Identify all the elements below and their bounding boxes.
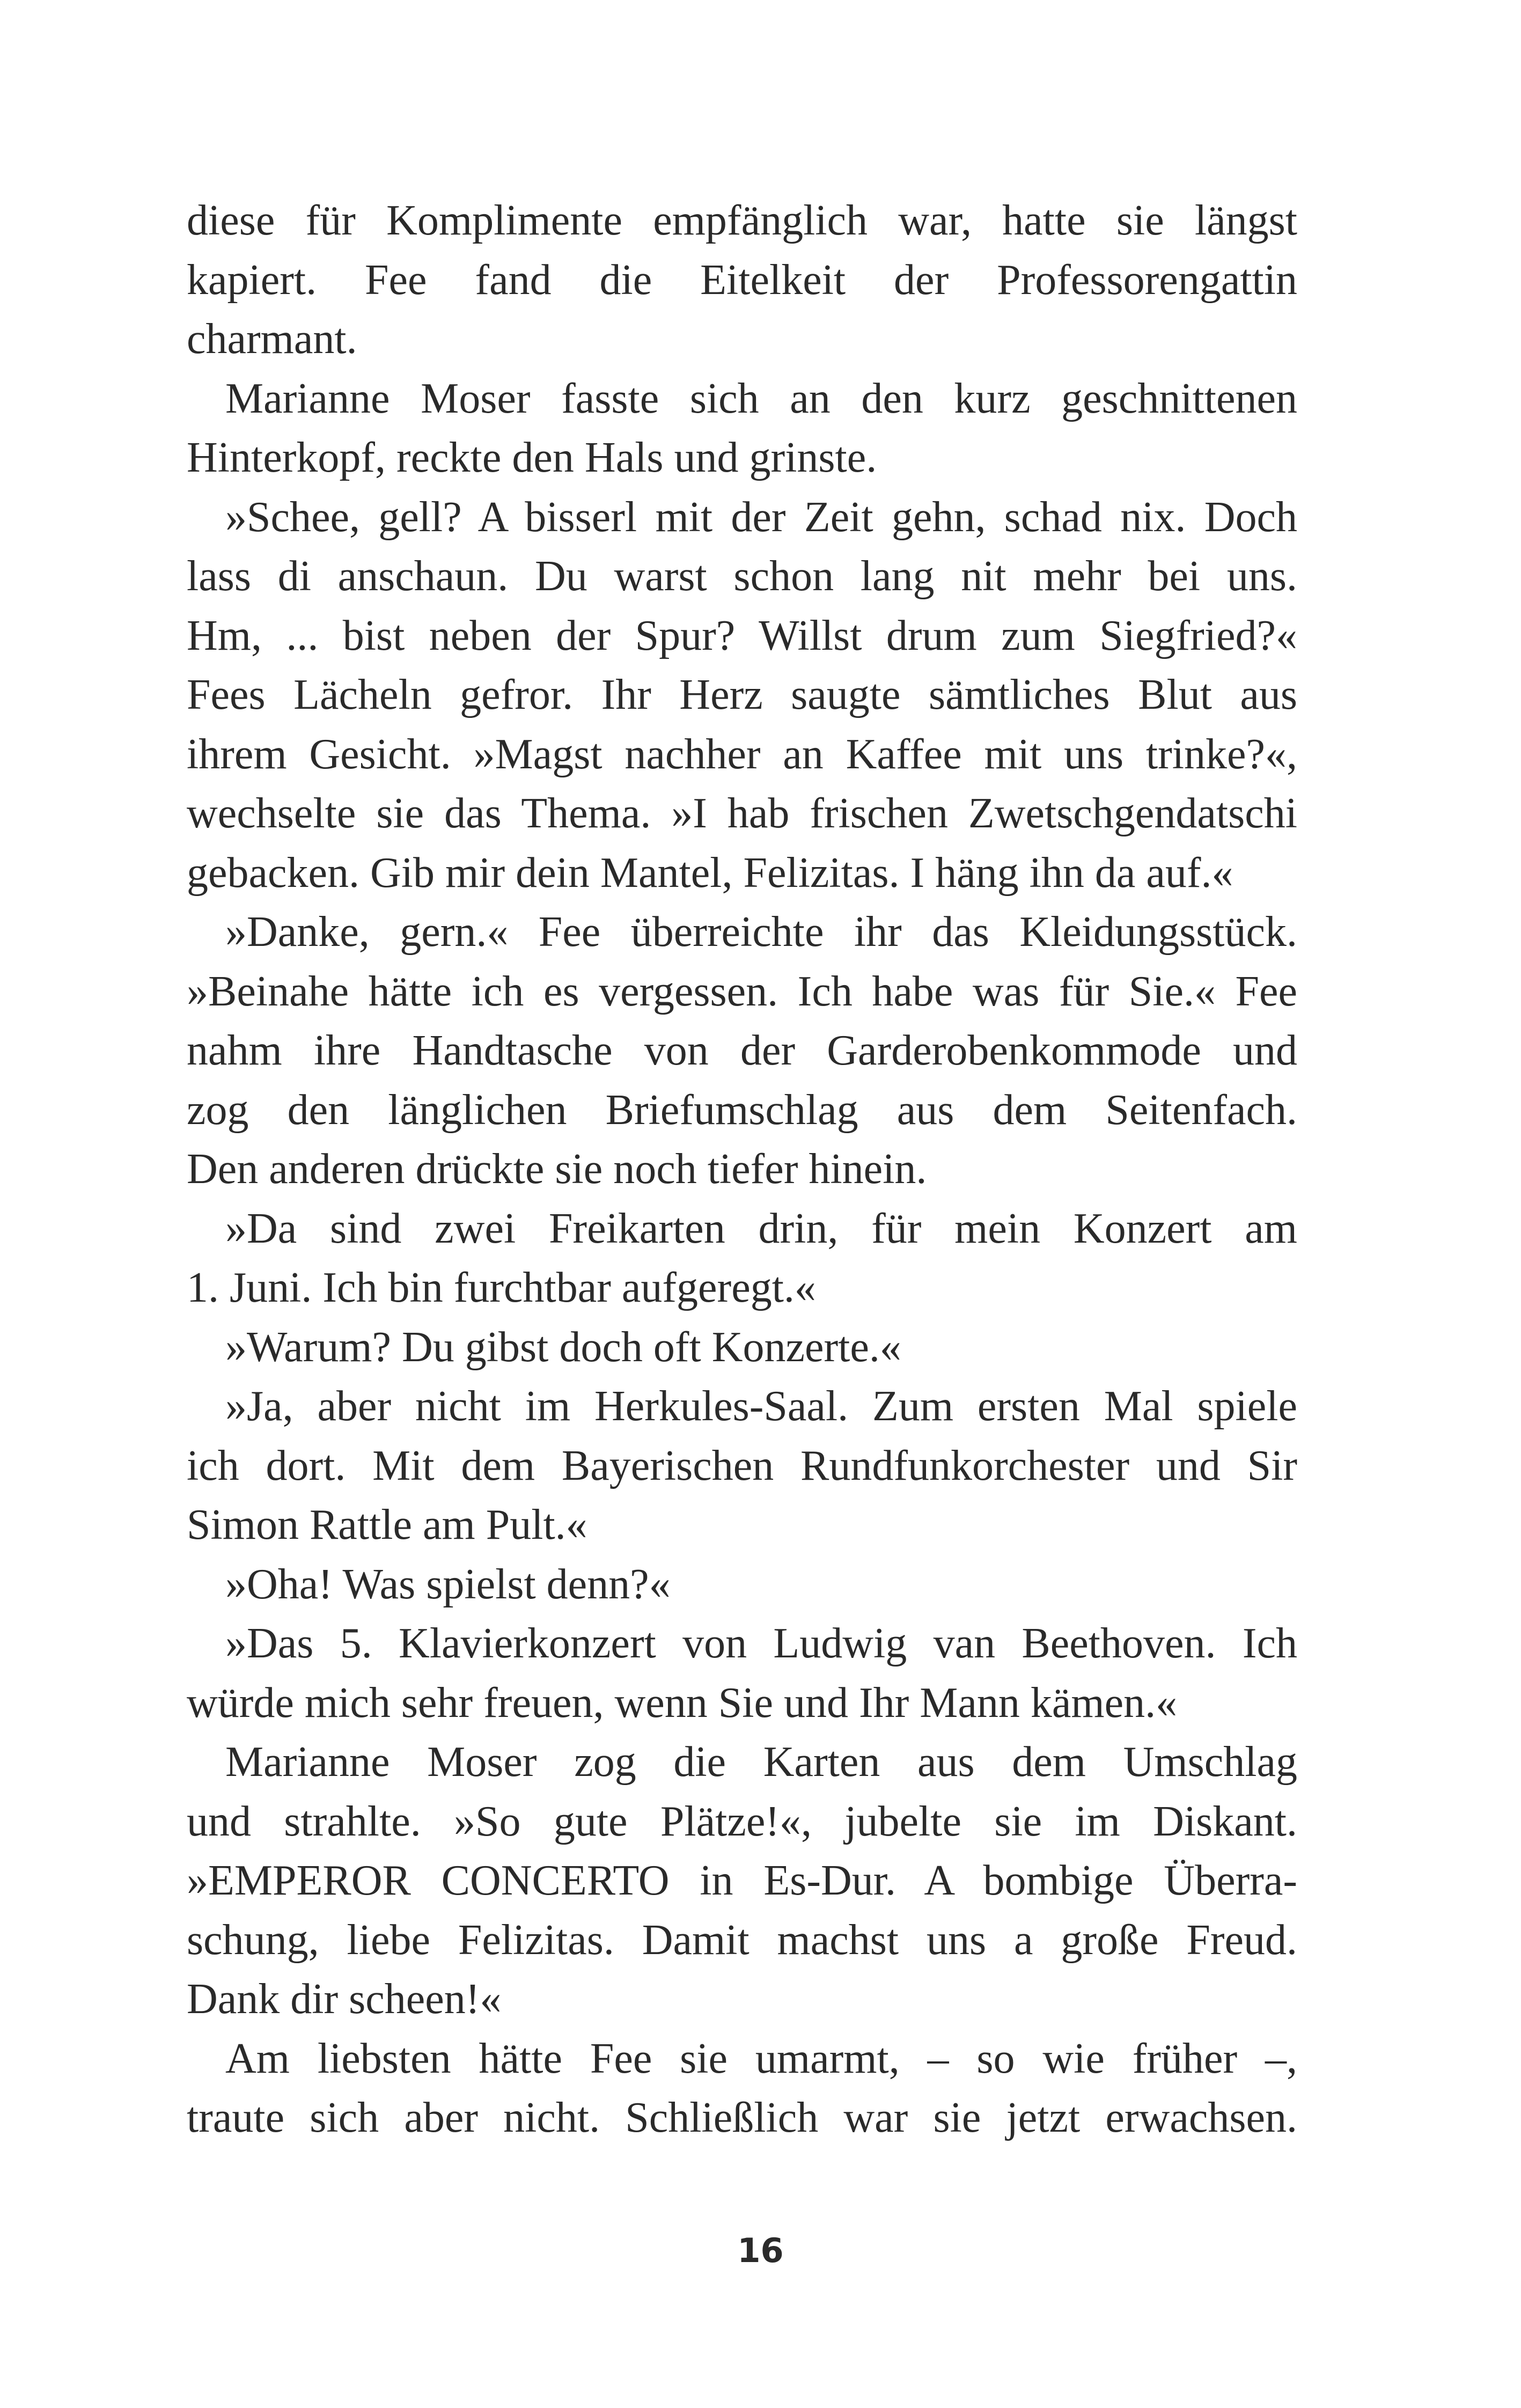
text-line: diese für Komplimente empfänglich war, hatte sie längst <box>187 197 1297 244</box>
text-line: würde mich sehr freuen, wenn Sie und Ihr Mann kämen.« <box>187 1679 1178 1727</box>
text-line: »Das 5. Klavierkonzert von Ludwig van Beethoven. Ich <box>225 1620 1297 1667</box>
text-line: kapiert. Fee fand die Eitelkeit der Professorengattin <box>187 256 1297 304</box>
text-line: lass di anschaun. Du warst schon lang nit mehr bei uns. <box>187 553 1297 600</box>
text-line: Hinterkopf, reckte den Hals und grinste. <box>187 434 877 481</box>
text-line: nahm ihre Handtasche von der Garderobenkommode und <box>187 1027 1297 1074</box>
text-line: ihrem Gesicht. »Magst nachher an Kaffee mit uns trinke?«, <box>187 730 1297 778</box>
text-line: »Oha! Was spielst denn?« <box>225 1560 671 1608</box>
text-line: »EMPEROR CONCERTO in Es-Dur. A bombige Überra- <box>187 1857 1297 1904</box>
text-line: 1. Juni. Ich bin furchtbar aufgeregt.« <box>187 1264 816 1311</box>
text-line: Hm, ... bist neben der Spur? Willst drum zum Siegfried?« <box>187 612 1297 659</box>
text-line: traute sich aber nicht. Schließlich war sie jetzt erwachsen. <box>187 2094 1297 2141</box>
text-line: »Ja, aber nicht im Herkules-Saal. Zum ersten Mal spiele <box>225 1383 1297 1430</box>
text-line: Simon Rattle am Pult.« <box>187 1501 587 1548</box>
text-line: Fees Lächeln gefror. Ihr Herz saugte sämtliches Blut aus <box>187 671 1297 718</box>
text-line: schung, liebe Felizitas. Damit machst uns a große Freud. <box>187 1916 1297 1964</box>
text-line: »Danke, gern.« Fee überreichte ihr das Kleidungsstück. <box>225 908 1297 956</box>
text-line: und strahlte. »So gute Plätze!«, jubelte sie im Diskant. <box>187 1797 1297 1845</box>
text-line: charmant. <box>187 315 357 363</box>
text-line: »Warum? Du gibst doch oft Konzerte.« <box>225 1323 901 1371</box>
text-line: Dank dir scheen!« <box>187 1976 502 2023</box>
body-text <box>187 191 1297 2148</box>
text-line: »Da sind zwei Freikarten drin, für mein Konzert am <box>225 1205 1297 1252</box>
text-line: Marianne Moser fasste sich an den kurz geschnittenen <box>225 375 1297 422</box>
text-line: Marianne Moser zog die Karten aus dem Umschlag <box>225 1738 1297 1786</box>
page-number: 16 <box>737 2231 784 2270</box>
text-line: Am liebsten hätte Fee sie umarmt, – so wie früher –, <box>225 2035 1297 2082</box>
text-line: »Beinahe hätte ich es vergessen. Ich habe was für Sie.« Fee <box>187 967 1297 1015</box>
text-line: Den anderen drückte sie noch tiefer hinein. <box>187 1146 927 1193</box>
text-line: »Schee, gell? A bisserl mit der Zeit gehn, schad nix. Doch <box>225 493 1297 541</box>
text-line: wechselte sie das Thema. »I hab frischen Zwetschgendatschi <box>187 790 1297 837</box>
text-line: zog den länglichen Briefumschlag aus dem Seitenfach. <box>187 1086 1297 1134</box>
text-line: gebacken. Gib mir dein Mantel, Felizitas. I häng ihn da auf.« <box>187 849 1233 897</box>
text-line: ich dort. Mit dem Bayerischen Rundfunkorchester und Sir <box>187 1442 1297 1489</box>
